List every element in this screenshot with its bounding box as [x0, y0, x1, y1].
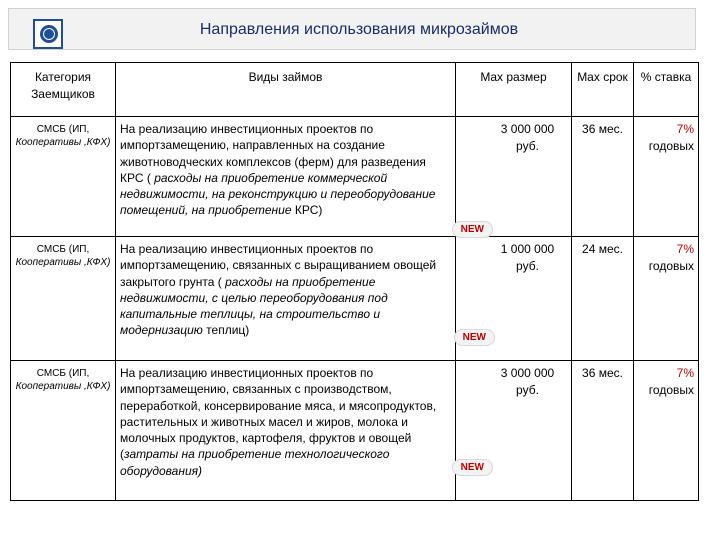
loan-type-cell: На реализацию инвестиционных проектов по импортзамещению, связанных с выращиванием овощей закрытого грунта ( расходы на приобретение недвижимости, с целью переоборудования под капитальные теплицы, на строительство и модернизацию теплиц) NEW	[116, 237, 456, 361]
logo-icon	[33, 19, 63, 49]
max-term-cell: 36 мес.	[572, 117, 634, 237]
rate-cell: 7% годовых	[634, 361, 699, 501]
table-row	[11, 361, 699, 501]
loans-table	[10, 62, 699, 501]
table-header-row	[11, 63, 699, 117]
page-title: Направления использования микрозаймов	[199, 21, 519, 38]
header-types: Виды займов	[116, 63, 456, 117]
new-badge: NEW	[454, 329, 495, 346]
category-cell: СМСБ (ИП, Кооперативы ,КФХ)	[11, 361, 116, 501]
max-term-cell: 24 мес.	[572, 237, 634, 361]
slide-header	[8, 8, 696, 50]
max-size-cell: 3 000 000 руб.	[456, 361, 572, 501]
category-cell: СМСБ (ИП, Кооперативы ,КФХ)	[11, 117, 116, 237]
max-size-cell: 3 000 000 руб.	[456, 117, 572, 237]
new-badge: NEW	[452, 221, 493, 238]
new-badge: NEW	[452, 459, 493, 476]
loan-type-cell: На реализацию инвестиционных проектов по импортзамещению, связанных с производством, переработкой, консервирование мяса, и мясопродуктов, растительных и животных масел и жиров, молока и молочных продуктов, картофеля, фруктов и овощей (затраты на приобретение технологического оборудования) NEW	[116, 361, 456, 501]
table-row	[11, 117, 699, 237]
max-size-cell: 1 000 000 руб.	[456, 237, 572, 361]
rate-cell: 7% годовых	[634, 117, 699, 237]
header-max-term: Max срок	[572, 63, 634, 117]
header-max-size: Max размер	[456, 63, 572, 117]
max-term-cell: 36 мес.	[572, 361, 634, 501]
header-rate: % ставка	[634, 63, 699, 117]
header-category: Категория Заемщиков	[11, 63, 116, 117]
category-cell: СМСБ (ИП, Кооперативы ,КФХ)	[11, 237, 116, 361]
rate-cell: 7% годовых	[634, 237, 699, 361]
loan-type-cell: На реализацию инвестиционных проектов по импортзамещению, направленных на создание животноводческих комплексов (ферм) для разведения КРС ( расходы на приобретение коммерческой недвижимости, на реконструкцию и переоборудование помещений, на приобретение КРС) NEW	[116, 117, 456, 237]
table-row	[11, 237, 699, 361]
